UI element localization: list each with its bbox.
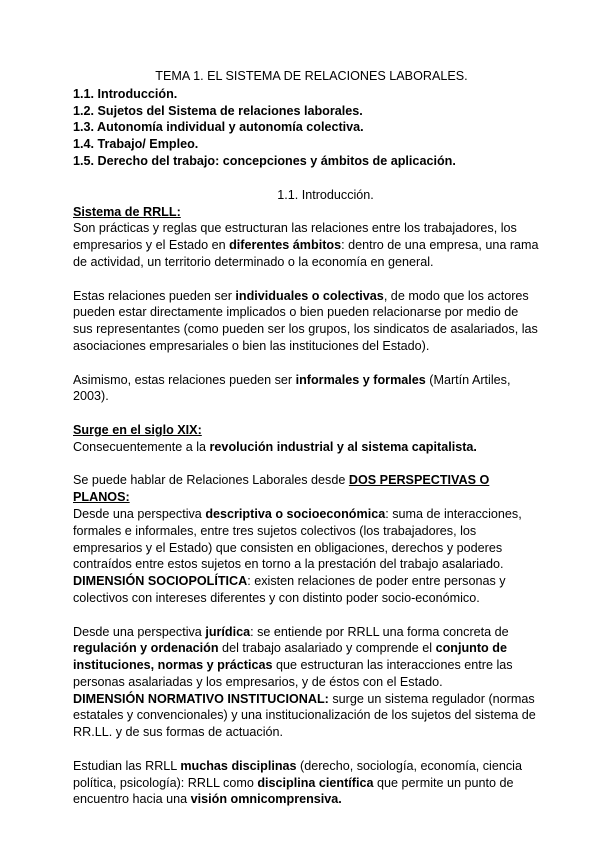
text: que permite un punto de encuentro hacia una xyxy=(73,775,514,807)
text: (Martín Artiles, 2003). xyxy=(73,372,511,404)
text: : suma de interacciones, formales e informales, entre tres sujetos colectivos (los trabajadores, los empresarios y el Estado) que consisten en obligaciones, derechos y poderes contraídos entre estos sujetos en torno a la prestación del trabajo asalariado. xyxy=(73,506,522,572)
bold-text: muchas disciplinas xyxy=(180,758,297,773)
text: (derecho, sociología, economía, ciencia política, psicología): RRLL como xyxy=(73,758,522,790)
paragraph-informales-formales xyxy=(73,372,540,406)
text: : dentro de una empresa, una rama de actividad, un territorio determinado o la economía en general. xyxy=(73,238,539,269)
bold-text: informales y formales xyxy=(295,372,426,387)
text: , de modo que los actores pueden estar directamente implicados o bien pueden relacionarse por medio de sus representantes (como pueden ser los grupos, los sindicatos de asalariados, las asociaciones empresariales o bien las instituciones del Estado). xyxy=(73,288,538,353)
paragraph-revolucion xyxy=(73,439,540,456)
text: surge un sistema regulador (normas estatales y convencionales) y una institucionalización de los sujetos del sistema de RR.LL. y de sus formas de actuación. xyxy=(73,691,536,740)
text: Consecuentemente a la xyxy=(73,439,210,454)
toc-item: 1.3. Autonomía individual y autonomía colectiva. xyxy=(73,120,364,135)
text: : existen relaciones de poder entre personas y colectivos con intereses diferentes y con distinto poder socio-económico. xyxy=(73,574,506,605)
paragraph-definition xyxy=(73,220,540,270)
document-title: TEMA 1. EL SISTEMA DE RELACIONES LABORALES. xyxy=(155,69,468,83)
heading-sistema: Sistema de RRLL: xyxy=(73,204,181,219)
text: Estudian las RRLL xyxy=(73,758,181,773)
bold-text: individuales o colectivas xyxy=(235,288,384,303)
toc-item: 1.2. Sujetos del Sistema de relaciones laborales. xyxy=(73,103,363,118)
bold-underlined-text: DOS PERSPECTIVAS O PLANOS: xyxy=(73,473,490,505)
bold-text: conjunto de instituciones, normas y prácticas xyxy=(73,641,507,673)
toc-item: 1.4. Trabajo/ Empleo. xyxy=(73,137,199,152)
bold-text: visión omnicomprensiva. xyxy=(190,792,342,807)
bold-text: DIMENSIÓN NORMATIVO INSTITUCIONAL: xyxy=(73,691,329,706)
paragraph-juridica xyxy=(73,624,540,691)
bold-text: revolución industrial y al sistema capitalista. xyxy=(209,439,477,454)
text: que estructuran las interacciones entre las personas asalariadas y los empresarios, y de éstos con el Estado. xyxy=(73,658,513,689)
paragraph-individual-colectivas xyxy=(73,288,540,355)
toc-item: 1.1. Introducción. xyxy=(73,86,178,101)
paragraph-perspectivas xyxy=(73,472,540,506)
bold-text: jurídica xyxy=(205,624,251,639)
text: Asimismo, estas relaciones pueden ser xyxy=(73,372,296,387)
bold-text: regulación y ordenación xyxy=(73,641,219,656)
paragraph-disciplinas xyxy=(73,758,540,808)
text: Desde una perspectiva xyxy=(73,506,206,521)
heading-surge: Surge en el siglo XIX: xyxy=(73,422,202,437)
table-of-contents xyxy=(73,86,540,170)
toc-item: 1.5. Derecho del trabajo: concepciones y ámbitos de aplicación. xyxy=(73,153,456,168)
paragraph-normativo xyxy=(73,691,540,741)
text: Se puede hablar de Relaciones Laborales desde xyxy=(73,473,349,488)
text: : se entiende por RRLL una forma concreta de xyxy=(250,624,509,639)
text: Desde una perspectiva xyxy=(73,624,206,639)
bold-text: diferentes ámbitos xyxy=(229,238,342,253)
bold-text: DIMENSIÓN SOCIOPOLÍTICA xyxy=(73,574,248,589)
text: Estas relaciones pueden ser xyxy=(73,288,236,303)
bold-text: descriptiva o socioeconómica xyxy=(205,506,386,521)
paragraph-sociopolitica xyxy=(73,573,540,607)
bold-text: disciplina científica xyxy=(257,775,374,790)
text: Son prácticas y reglas que estructuran las relaciones entre los trabajadores, los empresarios y el Estado en xyxy=(73,221,517,253)
text: del trabajo asalariado y comprende el xyxy=(218,641,436,656)
paragraph-descriptiva xyxy=(73,506,540,573)
section-title: 1.1. Introducción. xyxy=(277,187,374,202)
